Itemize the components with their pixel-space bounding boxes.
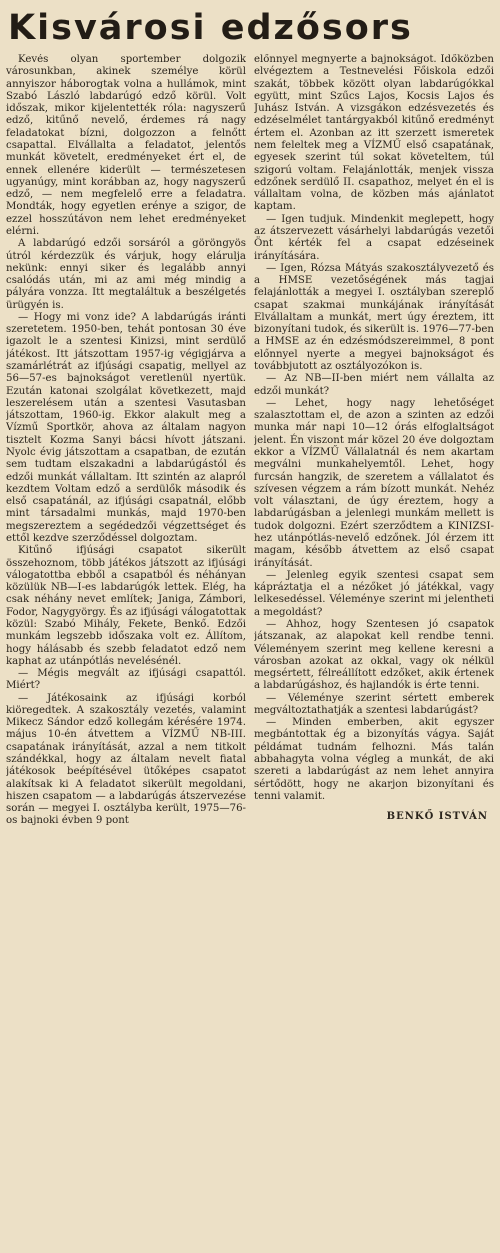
left-column xyxy=(6,54,246,1249)
paragraph: Kevés olyan sportember dolgozik városunkban, akinek személye körül annyiszor háborogtak volna a hullámok, mint Szabó László labdarúgó edző körül. Volt időszak, mikor kijelentették róla: nagyszerű edző, kitűnő nevelő, érdemes rá nagy feladatokat bízni, dolgozzon a felnőtt csapattal. Elvállalta a feladatot, jelentős munkát követelt, eredményeket ért el, de ennek ellenére kiderült — természetesen ugyanúgy, mint korábban az, hogy nagyszerű edző, — nem megfelelő erre a feladatra. Mondták, hogy egyetlen erénye a szigor, de ezzel hosszútávon nem lehet eredményeket elérni. xyxy=(6,54,246,237)
paragraph: — Minden emberben, akit egyszer megbántottak ég a bizonyítás vágya. Saját példámat tudnám felhozni. Más talán abbahagyta volna végleg a munkát, de aki szereti a labdarúgást az nem lehet annyira sértődött, hogy ne akarjon bizonyítani és tenni valamit. xyxy=(254,717,494,802)
paragraph: — Jelenleg egyik szentesi csapat sem kápráztatja el a nézőket jó játékkal, vagy lelkesedéssel. Véleménye szerint mi jelentheti a megoldást? xyxy=(254,569,494,618)
article-columns xyxy=(6,54,494,1249)
paragraph-continued: előnnyel megnyerte a bajnokságot. Időközben elvégeztem a Testnevelési Főiskola edzői szakát, többek között olyan labdarúgókkal együtt, mint Szűcs Lajos, Kocsis Lajos és Juhász István. A vizsgákon edzésvezetés és edzéselmélet tantárgyakból kitűnő eredményt értem el. Azonban az itt szerzett ismeretek nem feleltek meg a VÍZMŰ első csapatának, egyesek szerint túl sokat követeltem, túl szigorú voltam. Felajánlották, menjek vissza edzőnek serdülő II. csapathoz, melyet én el is vállaltam volna, de közben más ajánlatot kaptam. xyxy=(254,54,494,213)
paragraph: — Játékosaink az ifjúsági korból kiöregedtek. A szakosztály vezetés, valamint Mikecz Sándor edző kollegám kérésére 1974. május 10-én átvettem a VÍZMŰ NB-III. csapatának irányítását, azzal a nem titkolt szándékkal, hogy az általam nevelt fiatal játékosok beépítésével ütőképes csapatot alakítsak ki A feladatot sikerült megoldani, hiszen csapatom — a labdarúgás átszervezése során — megyei I. osztályba került, 1975—76-os bajnoki évben 9 pont xyxy=(6,692,246,827)
paragraph: — Igen, Rózsa Mátyás szakosztályvezető és a HMSE vezetőségének más tagjai felajánlották a megyei I. osztályban szereplő csapat szakmai munkájának irányítását Elvállaltam a munkát, mert úgy éreztem, itt bizonyítani tudok, és sikerült is. 1976—77-ben a HMSE az én edzésmódszereimmel, 8 pont előnnyel nyerte a megyei bajnokságot és továbbjutott az osztályozókon is. xyxy=(254,262,494,373)
author-byline: BENKŐ ISTVÁN xyxy=(386,811,488,823)
paragraph: — Igen tudjuk. Mindenkit meglepett, hogy az átszervezett vásárhelyi labdarúgás vezetői Önt kérték fel a csapat edzéseinek irányítására. xyxy=(254,213,494,262)
paragraph: — Az NB—II-ben miért nem vállalta az edzői munkát? xyxy=(254,373,494,397)
paragraph: — Ahhoz, hogy Szentesen jó csapatok játszanak, az alapokat kell rendbe tenni. Véleményem szerint meg kellene keresni a városban azokat az okkal, vagy ok nélkül megsértett, félreállított edzőket, akik értenek a labdarúgáshoz, és hajlandók is érte tenni. xyxy=(254,618,494,692)
paragraph: — Mégis megvált az ifjúsági csapattól. Miért? xyxy=(6,668,246,692)
paragraph: A labdarúgó edzői sorsáról a göröngyös útról kérdezzük és várjuk, hogy elárulja nekünk: ennyi siker és legalább annyi csalódás után, mi az ami még mindig a pályára vonzza. Itt megtaláltuk a beszélgetés ürügyén is. xyxy=(6,238,246,311)
paragraph: — Lehet, hogy nagy lehetőséget szalasztottam el, de azon a szinten az edzői munka már napi 10—12 órás elfoglaltságot jelent. Én viszont már közel 20 éve dolgoztam ekkor a VÍZMŰ Vállalatnál és nem akartam megválni munkahelyemtől. Lehet, hogy furcsán hangzik, de szeretem a vállalatot és szívesen végzem a rám bízott munkát. Nehéz volt választani, de úgy éreztem, hogy a labdarúgásban a jelenlegi munkám mellett is tudok dolgozni. Ezért szerződtem a KINIZSI-hez utánpótlás-nevelő edzőnek. Jól érzem itt magam, később átvettem az első csapat irányítását. xyxy=(254,397,494,569)
paragraph: — Hogy mi vonz ide? A labdarúgás iránti szeretetem. 1950-ben, tehát pontosan 30 éve igazolt le a szentesi Kinizsi, mint serdülő játékost. Itt játszottam 1957-ig végigjárva a szamárlétrát az ifjúsági csapatig, mellyel az 56—57-es bajnokságot veretlenül nyertük. Ezután katonai szolgálat következett, majd leszerelésem után a szentesi Vasutasban játszottam, 1960-ig. Ekkor alakult meg a Vízmű Sportkör, ahova az általam nagyon tisztelt Kozma Sanyi bácsi hívott játszani. Nyolc évig játszottam a csapatban, de ezután sem tudtam elszakadni a labdarúgástól és edzői munkát vállaltam. Itt szintén az alapról kezdtem Voltam edző a serdülők második és első csapatánál, az ifjúsági csapatnál, előbb mint társadalmi munkás, majd 1970-ben megszereztem a segédedzői végzettséget és ettől kezdve szerződéssel dolgoztam. xyxy=(6,311,246,544)
article-headline: Kisvárosi edzősors xyxy=(8,8,413,48)
right-column xyxy=(254,54,494,1239)
paragraph: Kitűnő ifjúsági csapatot sikerült összehoznom, több játékos játszott az ifjúsági válogatottba ebből a csapatból és néhányan közülük NB—I-es labdarúgók lettek. Elég, ha csak néhány nevet említek; Janiga, Zámbori, Fodor, Nagygyörgy. És az ifjúsági válogatottak közül: Szabó Mihály, Fekete, Benkő. Edzői munkám legszebb időszaka volt ez. Állítom, hogy hálásabb és szebb feladatot edző nem kaphat az utánpótlás nevelésénél. xyxy=(6,545,246,667)
paragraph: — Véleménye szerint sértett emberek megváltoztathatják a szentesi labdarúgást? xyxy=(254,692,494,716)
